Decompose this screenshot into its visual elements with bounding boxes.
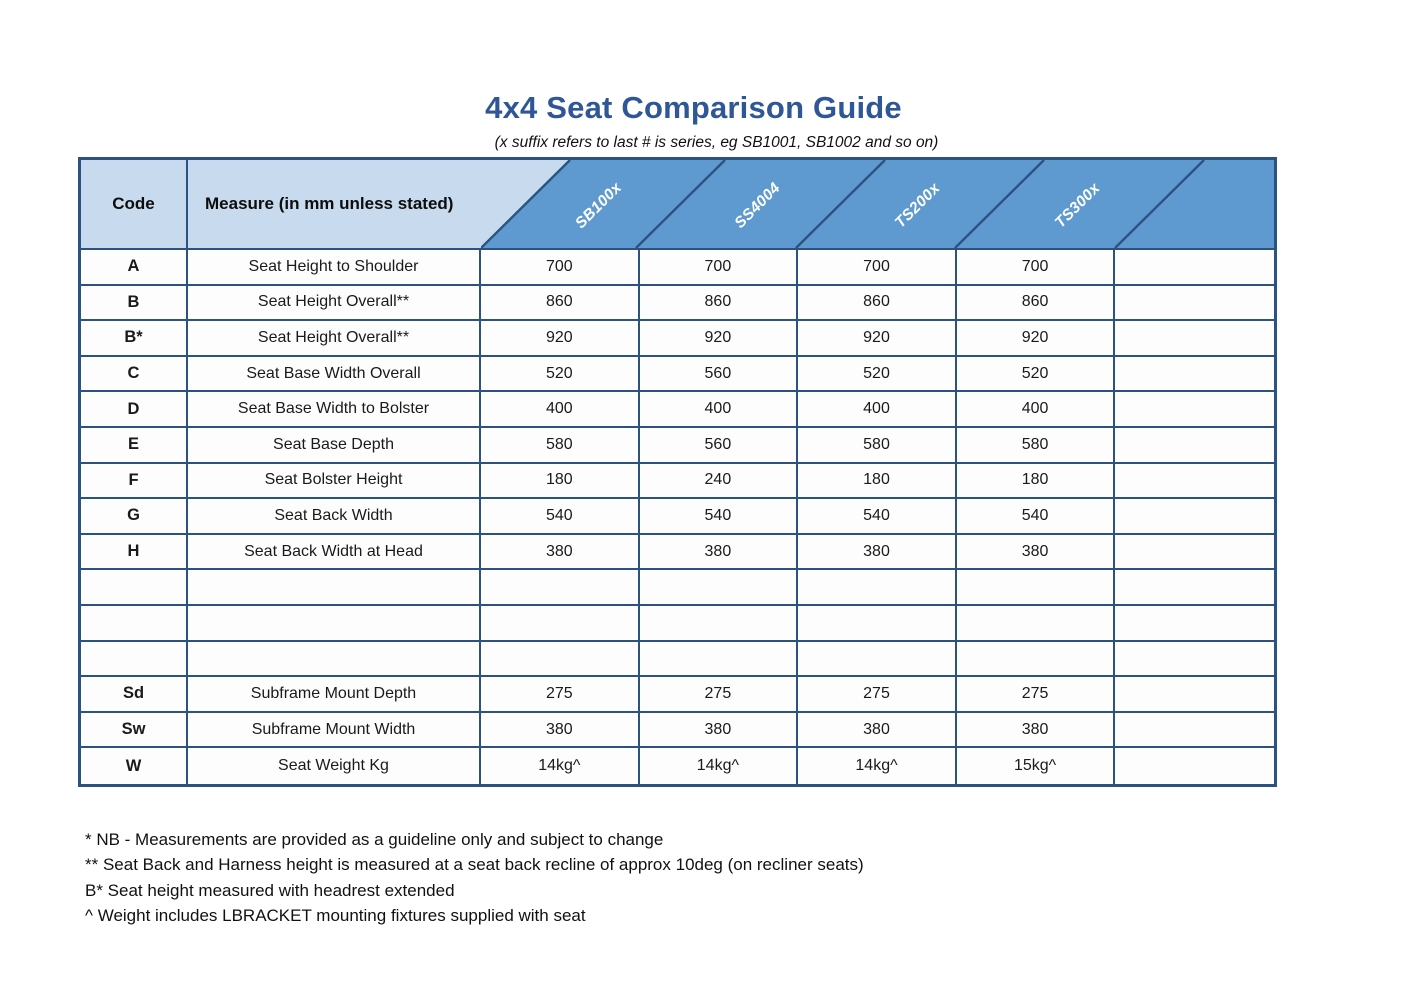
cell-value (1115, 570, 1274, 606)
cell-value: 275 (957, 677, 1116, 713)
cell-value: 380 (481, 535, 640, 571)
footnotes (78, 827, 1277, 929)
cell-value (1115, 606, 1274, 642)
cell-value: 920 (640, 321, 799, 357)
footnote-guideline: * NB - Measurements are provided as a guideline only and subject to change (85, 829, 664, 849)
series-column-header-ss4004: SS4004 (731, 179, 784, 232)
row-measure: Seat Back Width (188, 499, 481, 535)
row-measure: Seat Height Overall** (188, 286, 481, 322)
table-header-row (81, 160, 1274, 250)
cell-value: 240 (640, 464, 799, 500)
row-code (81, 606, 188, 642)
cell-value (957, 642, 1116, 678)
cell-value (798, 570, 957, 606)
table-row (81, 535, 1274, 571)
cell-value: 400 (798, 392, 957, 428)
cell-value: 580 (798, 428, 957, 464)
code-column-header: Code (81, 160, 188, 248)
cell-value: 380 (640, 535, 799, 571)
table-row (81, 464, 1274, 500)
row-measure (188, 606, 481, 642)
row-code: C (81, 357, 188, 393)
row-code: F (81, 464, 188, 500)
cell-value: 920 (957, 321, 1116, 357)
cell-value: 14kg^ (640, 748, 799, 784)
cell-value: 560 (640, 428, 799, 464)
table-row (81, 357, 1274, 393)
cell-value: 560 (640, 357, 799, 393)
cell-value: 860 (798, 286, 957, 322)
row-code: H (81, 535, 188, 571)
footnote-weight: ^ Weight includes LBRACKET mounting fixtures supplied with seat (85, 906, 586, 926)
cell-value: 275 (798, 677, 957, 713)
cell-value: 400 (957, 392, 1116, 428)
cell-value (957, 606, 1116, 642)
cell-value (1115, 464, 1274, 500)
row-code: B* (81, 321, 188, 357)
row-code (81, 570, 188, 606)
cell-value (1115, 499, 1274, 535)
cell-value (1115, 357, 1274, 393)
table-row-empty (81, 606, 1274, 642)
cell-value (1115, 321, 1274, 357)
row-code: D (81, 392, 188, 428)
table-row (81, 286, 1274, 322)
cell-value: 860 (481, 286, 640, 322)
cell-value: 540 (957, 499, 1116, 535)
comparison-table (78, 157, 1277, 787)
row-measure: Subframe Mount Width (188, 713, 481, 749)
cell-value (798, 642, 957, 678)
cell-value (640, 570, 799, 606)
cell-value (640, 642, 799, 678)
series-header-region (481, 160, 1274, 248)
cell-value (1115, 677, 1274, 713)
cell-value: 380 (798, 713, 957, 749)
cell-value: 580 (481, 428, 640, 464)
table-row (81, 428, 1274, 464)
cell-value: 700 (640, 250, 799, 286)
row-measure (188, 642, 481, 678)
page (78, 0, 1277, 929)
row-measure: Seat Height to Shoulder (188, 250, 481, 286)
row-measure: Seat Base Width Overall (188, 357, 481, 393)
cell-value: 520 (481, 357, 640, 393)
table-row (81, 499, 1274, 535)
series-column-header-ts200x: TS200x (891, 179, 944, 232)
cell-value (1115, 748, 1274, 784)
footnote-headrest: B* Seat height measured with headrest extended (85, 880, 455, 900)
cell-value (1115, 392, 1274, 428)
row-measure: Subframe Mount Depth (188, 677, 481, 713)
row-measure (188, 570, 481, 606)
cell-value: 14kg^ (798, 748, 957, 784)
cell-value: 860 (640, 286, 799, 322)
page-title: 4x4 Seat Comparison Guide (485, 90, 902, 125)
cell-value: 275 (640, 677, 799, 713)
cell-value: 180 (481, 464, 640, 500)
series-column-header-ts300x: TS300x (1051, 179, 1104, 232)
measure-column-header: Measure (in mm unless stated) (188, 160, 481, 248)
cell-value (1115, 642, 1274, 678)
series-column-header-sb100x: SB100x (572, 179, 626, 233)
table-row (81, 392, 1274, 428)
row-measure: Seat Bolster Height (188, 464, 481, 500)
cell-value (798, 606, 957, 642)
cell-value (1115, 428, 1274, 464)
row-measure: Seat Base Depth (188, 428, 481, 464)
row-code: Sd (81, 677, 188, 713)
cell-value (1115, 286, 1274, 322)
row-code: Sw (81, 713, 188, 749)
cell-value: 380 (640, 713, 799, 749)
cell-value: 380 (481, 713, 640, 749)
table-row (81, 748, 1274, 784)
cell-value: 540 (481, 499, 640, 535)
cell-value (481, 570, 640, 606)
table-row-empty (81, 570, 1274, 606)
cell-value (1115, 535, 1274, 571)
row-measure: Seat Back Width at Head (188, 535, 481, 571)
row-code: W (81, 748, 188, 784)
page-subtitle: (x suffix refers to last # is series, eg SB1001, SB1002 and so on) (494, 134, 939, 151)
row-code: A (81, 250, 188, 286)
row-code: E (81, 428, 188, 464)
cell-value: 275 (481, 677, 640, 713)
cell-value: 520 (798, 357, 957, 393)
cell-value (1115, 250, 1274, 286)
row-code: B (81, 286, 188, 322)
row-code (81, 642, 188, 678)
cell-value: 14kg^ (481, 748, 640, 784)
footnote-recline: ** Seat Back and Harness height is measured at a seat back recline of approx 10deg (on recliner seats) (85, 855, 864, 875)
row-measure: Seat Height Overall** (188, 321, 481, 357)
table-row (81, 250, 1274, 286)
cell-value: 540 (798, 499, 957, 535)
table-row-empty (81, 642, 1274, 678)
table-row (81, 677, 1274, 713)
cell-value: 520 (957, 357, 1116, 393)
cell-value (481, 606, 640, 642)
cell-value: 700 (957, 250, 1116, 286)
cell-value: 540 (640, 499, 799, 535)
cell-value: 380 (957, 535, 1116, 571)
cell-value: 700 (798, 250, 957, 286)
table-row (81, 713, 1274, 749)
cell-value (640, 606, 799, 642)
cell-value: 920 (481, 321, 640, 357)
cell-value (1115, 713, 1274, 749)
cell-value (481, 642, 640, 678)
cell-value: 580 (957, 428, 1116, 464)
row-measure: Seat Base Width to Bolster (188, 392, 481, 428)
cell-value: 380 (798, 535, 957, 571)
cell-value: 920 (798, 321, 957, 357)
cell-value: 180 (798, 464, 957, 500)
row-code: G (81, 499, 188, 535)
cell-value: 400 (481, 392, 640, 428)
cell-value: 380 (957, 713, 1116, 749)
table-row (81, 321, 1274, 357)
table-body (81, 250, 1274, 784)
cell-value: 180 (957, 464, 1116, 500)
cell-value: 700 (481, 250, 640, 286)
cell-value: 400 (640, 392, 799, 428)
row-measure: Seat Weight Kg (188, 748, 481, 784)
cell-value: 15kg^ (957, 748, 1116, 784)
cell-value: 860 (957, 286, 1116, 322)
cell-value (957, 570, 1116, 606)
